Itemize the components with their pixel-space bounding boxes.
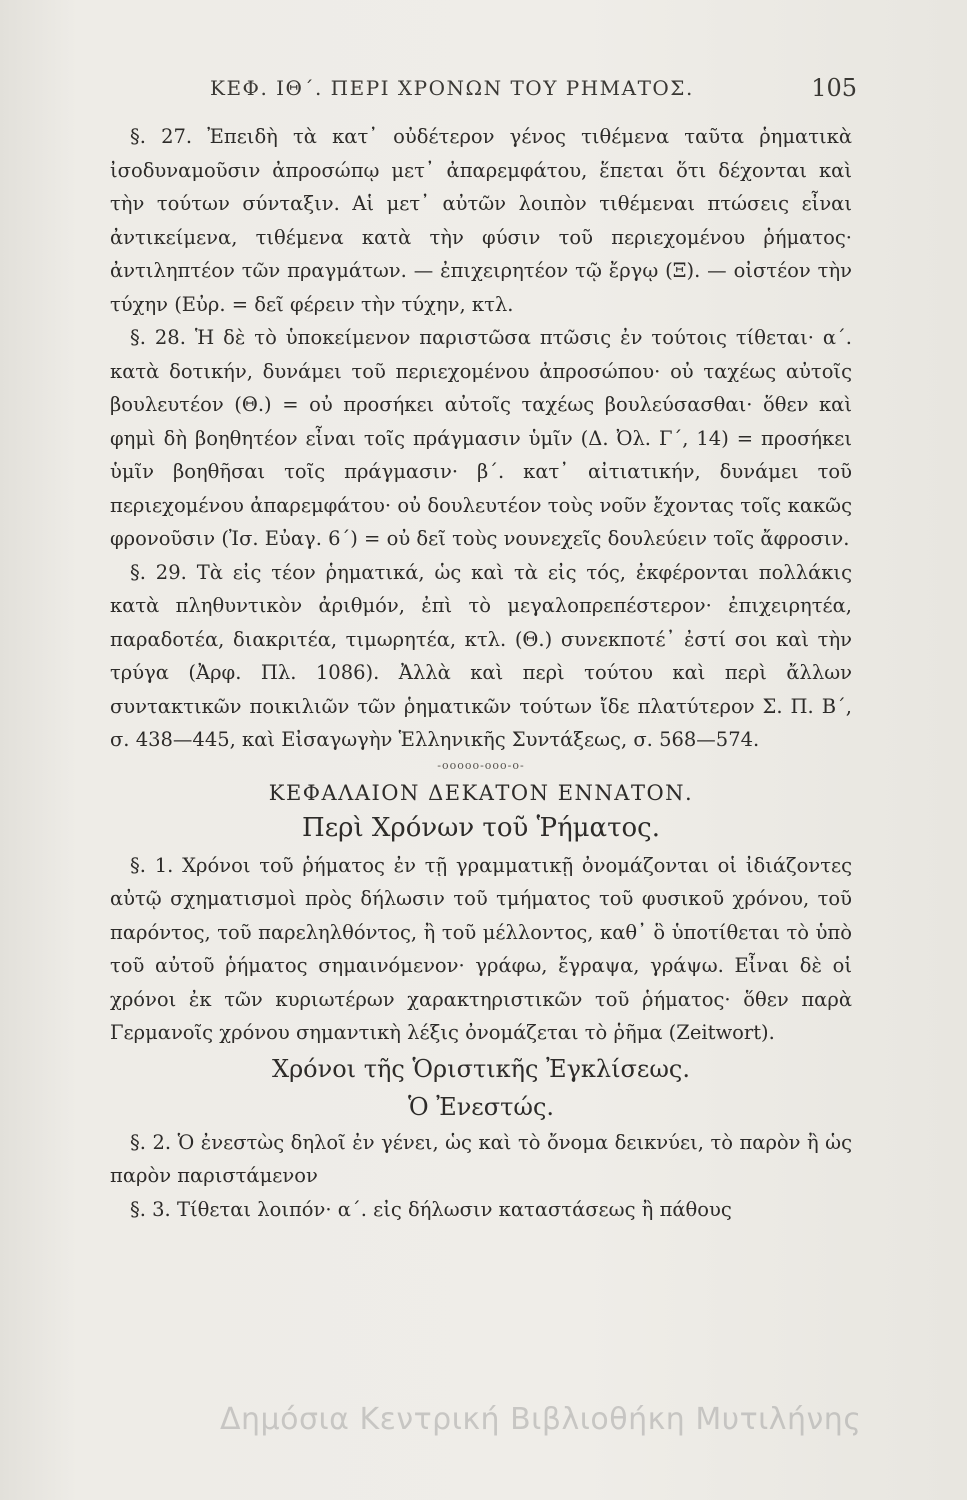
paragraph-2: §. 2. Ὁ ἐνεστὼς δηλοῖ ἐν γένει, ὡς καὶ τὸ ὄνομα δεικνύει, τὸ παρὸν ἢ ὡς παρὸν παριστάμενον (110, 1130, 852, 1187)
page-body (110, 120, 852, 1226)
page-number: 105 (811, 74, 857, 102)
chapter-title: ΚΕΦΑΛΑΙΟΝ ΔΕΚΑΤΟΝ ΕΝΝΑΤΟΝ. (268, 780, 694, 805)
chapter-subtitle: Περὶ Χρόνων τοῦ Ῥήματος. (302, 812, 660, 843)
running-title: ΚΕΦ. ΙΘ΄. ΠΕΡΙ ΧΡΟΝΩΝ ΤΟΥ ΡΗΜΑΤΟΣ. (210, 76, 694, 100)
chapter-ornament: -ooooo-ooo-o- (437, 758, 525, 772)
paragraph-27: §. 27. Ἐπειδὴ τὰ κατ᾽ οὐδέτερον γένος τιθέμενα ταῦτα ῥηματικὰ ἰσοδυναμοῦσιν ἀπροσώπῳ μετ᾽ ἀπαρεμφάτου, ἕπεται ὅτι δέχονται καὶ τὴν τούτων σύνταξιν. Αἱ μετ᾽ αὐτῶν λοιπὸν τιθέμεναι πτώσεις εἶναι ἀντικείμενα, τιθέμενα κατὰ τὴν φύσιν τοῦ περιεχομένου ῥήματος· ἀντιληπτέον τῶν πραγμάτων. — ἐπιχειρητέον τῷ ἔργῳ (Ξ). — οἰστέον τὴν τύχην (Εὐρ. = δεῖ φέρειν τὴν τύχην, κτλ. (110, 125, 852, 316)
section-heading-present: Ὁ Ἐνεστώς. (407, 1092, 555, 1121)
paragraph-3: §. 3. Τίθεται λοιπόν· α΄. εἰς δήλωσιν καταστάσεως ἢ πάθους (130, 1197, 732, 1221)
paragraph-29: §. 29. Τὰ εἰς τέον ῥηματικά, ὡς καὶ τὰ εἰς τός, ἐκφέρονται πολλάκις κατὰ πληθυντικὸν ἀριθμόν, ἐπὶ τὸ μεγαλοπρεπέστερον· ἐπιχειρητέα, παραδοτέα, διακριτέα, τιμωρητέα, κτλ. (Θ.) συνεκποτέ᾽ ἐστί σοι καὶ τὴν τρύγα (Ἀρφ. Πλ. 1086). Ἀλλὰ καὶ περὶ τούτου καὶ περὶ ἄλλων συντακτικῶν ποικιλιῶν τῶν ῥηματικῶν τούτων ἴδε πλατύτερον Σ. Π. Β΄, σ. 438—445, καὶ Εἰσαγωγὴν Ἑλληνικῆς Συντάξεως, σ. 568—574. (110, 560, 852, 751)
running-header (120, 74, 857, 108)
section-heading-mood: Χρόνοι τῆς Ὁριστικῆς Ἐγκλίσεως. (271, 1054, 690, 1083)
library-watermark: Δημόσια Κεντρική Βιβλιοθήκη Μυτιλήνης (220, 1402, 862, 1437)
paragraph-28: §. 28. Ἡ δὲ τὸ ὑποκείμενον παριστῶσα πτῶσις ἐν τούτοις τίθεται· α΄. κατὰ δοτικήν, δυνάμει τοῦ περιεχομένου ἀπροσώπου· οὐ ταχέως αὐτοῖς βουλευτέον (Θ.) = οὐ προσήκει αὐτοῖς ταχέως βουλεύσασθαι· ὅθεν καὶ φημὶ δὴ βοηθητέον εἶναι τοῖς πράγμασιν ὑμῖν (Δ. Ὀλ. Γ΄, 14) = προσήκει ὑμῖν βοηθῆσαι τοῖς πράγμασιν· β΄. κατ᾽ αἰτιατικήν, δυνάμει τοῦ περιεχομένου ἀπαρεμφάτου· οὐ δουλευτέον τοὺς νοῦν ἔχοντας τοῖς κακῶς φρονοῦσιν (Ἰσ. Εὐαγ. 6΄) = οὐ δεῖ τοὺς νουνεχεῖς δουλεύειν τοῖς ἄφροσιν. (110, 326, 852, 550)
paragraph-1: §. 1. Χρόνοι τοῦ ῥήματος ἐν τῇ γραμματικῇ ὀνομάζονται οἱ ἰδιάζοντες αὐτῷ σχηματισμοὶ πρὸς δήλωσιν τοῦ τμήματος τοῦ φυσικοῦ χρόνου, τοῦ παρόντος, τοῦ παρεληλθόντος, ἢ τοῦ μέλλοντος, καθ᾽ ὃ ὑποτίθεται τὸ ὑπὸ τοῦ αὐτοῦ ῥήματος σημαινόμενον· γράφω, ἔγραψα, γράψω. Εἶναι δὲ οἱ χρόνοι ἐκ τῶν κυριωτέρων χαρακτηριστικῶν τοῦ ῥήματος· ὅθεν παρὰ Γερμανοῖς χρόνου σημαντικὴ λέξις ὀνομάζεται τὸ ῥῆμα (Zeitwort). (110, 853, 852, 1044)
